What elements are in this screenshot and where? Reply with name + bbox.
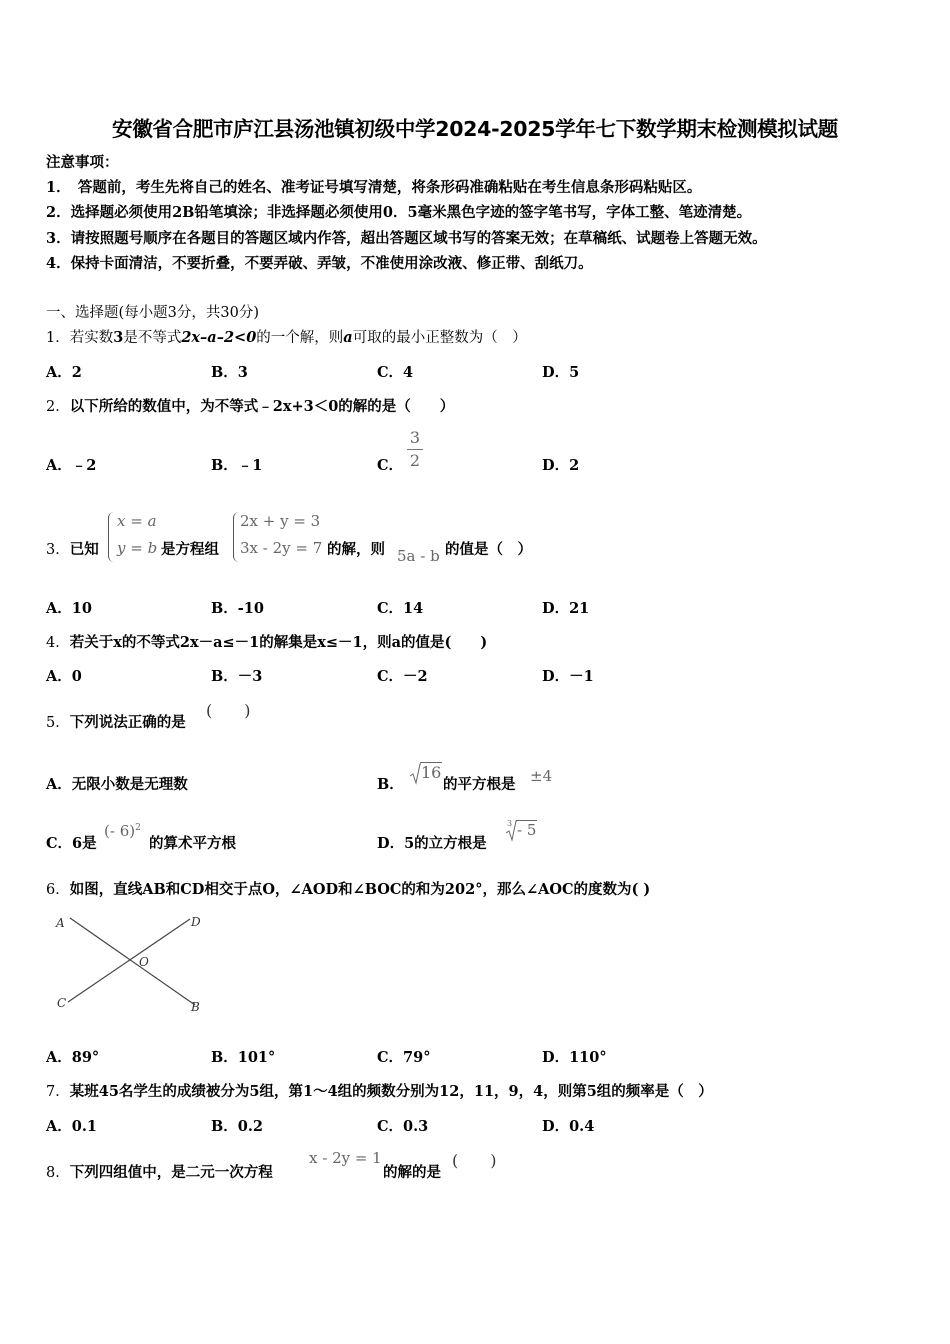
section-heading: 一、选择题(每小题3分，共30分) [46, 305, 259, 321]
question-2 [46, 395, 454, 416]
page-title: 安徽省合肥市庐江县汤池镇初级中学2024-2025学年七下数学期末检测模拟试题 [112, 117, 838, 141]
fraction-numerator: 3 [409, 428, 421, 447]
question-text: 若实数 [69, 330, 114, 346]
q3-option-a: A．10 [46, 600, 92, 617]
question-text: 某班45名学生的成绩被分为5组，第1～4组的频数分别为12，11，9，4，则第5组的频率是（ ） [69, 1083, 713, 1100]
q4-option-c: C．－2 [377, 668, 428, 685]
notice-heading: 注意事项： [46, 154, 119, 171]
line-cd [68, 919, 190, 1002]
question-4 [46, 631, 487, 652]
question-text: 可取的最小正整数为（ ） [352, 330, 527, 346]
q7-option-a: A．0.1 [46, 1118, 97, 1135]
q5-option-d-prefix: D．5的立方根是 [377, 835, 487, 852]
q4-option-d: D．－1 [542, 668, 594, 685]
plus-minus-4: ±4 [530, 767, 553, 785]
question-number: 7． [46, 1084, 70, 1100]
question-text: 是方程组 [161, 541, 219, 558]
question-number: 1． [46, 330, 70, 346]
sqrt-16 [409, 762, 442, 782]
question-text: 的一个解，则 [256, 330, 344, 346]
notice-item-2: 2．选择题必须使用2B铅笔填涂；非选择题必须使用0．5毫米黑色字迹的签字笔书写，字体工整、笔迹清楚。 [46, 204, 752, 221]
q3-lead [46, 538, 99, 559]
question-text: 是不等式 [123, 330, 182, 346]
label-d: D [191, 915, 201, 929]
notice-item-1: 1． 答题前，考生先将自己的姓名、准考证号填写清楚，将条形码准确粘贴在考生信息条形码粘贴区。 [46, 179, 702, 196]
q4-option-b: B．－3 [211, 668, 263, 685]
q1-option-a: A．2 [46, 364, 82, 381]
fraction-bar [407, 449, 423, 450]
q6-option-c: C．79° [377, 1049, 431, 1066]
question-number: 5． [46, 715, 70, 731]
question-text: 下列说法正确的是 [69, 714, 186, 731]
radicand: 16 [421, 763, 442, 782]
notice-item-4: 4．保持卡面清洁，不要折叠，不要弄破、弄皱，不准使用涂改液、修正带、刮纸刀。 [46, 255, 593, 272]
label-c: C [57, 996, 67, 1010]
q1-option-b: B．3 [211, 364, 248, 381]
system1-eq1: x = a [117, 512, 157, 530]
q2-option-c: C． [377, 457, 404, 474]
neg6-squared [104, 822, 141, 840]
notice-item-3: 3．请按照题号顺序在各题目的答题区域内作答，超出答题区域书写的答案无效；在草稿纸、试题卷上答题无效。 [46, 230, 767, 247]
exponent: 2 [135, 823, 141, 833]
radical-sign-icon [505, 820, 517, 842]
cube-root-neg5 [505, 820, 537, 839]
inequality-expression: 2x–a–2<0 [181, 329, 257, 346]
q6-option-d: D．110° [542, 1049, 607, 1066]
q4-option-a: A．0 [46, 668, 82, 685]
question-text: 已知 [69, 541, 99, 558]
q6-option-a: A．89° [46, 1049, 100, 1066]
label-a: A [56, 916, 65, 930]
answer-paren: ( ) [452, 1151, 497, 1170]
system1-eq2: y = b [117, 539, 158, 557]
q2-option-a: A．﹣2 [46, 457, 97, 474]
question-number: 4． [46, 635, 70, 651]
q5-option-a: A．无限小数是无理数 [46, 776, 188, 793]
question-text: 下列四组值中，是二元一次方程 [69, 1164, 273, 1181]
question-text: 的值是（ ） [445, 541, 532, 558]
label-b: B [191, 1000, 200, 1014]
question-number: 3． [46, 542, 70, 558]
system2-eq2: 3x - 2y = 7 [240, 539, 323, 557]
question-7 [46, 1080, 713, 1101]
question-text: 的解，则 [327, 541, 385, 558]
q6-option-b: B．101° [211, 1049, 276, 1066]
question-text: 如图，直线AB和CD相交于点O，∠AOD和∠BOC的和为202°，那么∠AOC的度数为( ) [69, 881, 651, 898]
q3-option-d: D．21 [542, 600, 590, 617]
q3-option-c: C．14 [377, 600, 424, 617]
question-8 [46, 1161, 273, 1182]
root-index: 3 [507, 819, 513, 828]
q2-fraction [405, 428, 425, 471]
equation-x-2y-1: x - 2y = 1 [309, 1149, 382, 1167]
q7-option-b: B．0.2 [211, 1118, 263, 1135]
fraction-denominator: 2 [409, 451, 421, 470]
q5-option-b-prefix: B． [377, 776, 404, 793]
question-text: 若关于x的不等式2x－a≤－1的解集是x≤－1，则a的值是( ) [69, 634, 488, 651]
q1-option-c: C．4 [377, 364, 414, 381]
question-number: 6． [46, 882, 70, 898]
question-text: 的解的是 [383, 1164, 441, 1181]
question-6 [46, 878, 650, 899]
question-5 [46, 711, 186, 732]
answer-paren: ( ) [206, 701, 251, 720]
q5-option-c-text: 的算术平方根 [149, 835, 236, 852]
variable-a: a [343, 329, 353, 346]
intersecting-lines-figure [50, 908, 215, 1018]
label-o: O [139, 955, 149, 969]
q7-option-c: C．0.3 [377, 1118, 429, 1135]
base: (- 6) [104, 822, 136, 840]
q2-option-d: D．2 [542, 457, 580, 474]
left-brace [108, 512, 115, 562]
q1-option-d: D．5 [542, 364, 580, 381]
left-brace [233, 512, 240, 562]
q3-option-b: B．-10 [211, 600, 264, 617]
radicand: - 5 [517, 821, 537, 839]
q5-option-b-text: 的平方根是 [443, 776, 516, 793]
question-1 [46, 326, 527, 347]
line-ab [70, 918, 195, 1005]
q7-option-d: D．0.4 [542, 1118, 595, 1135]
question-value: 3 [113, 329, 124, 346]
system2-eq1: 2x + y = 3 [240, 512, 321, 530]
question-text: 以下所给的数值中，为不等式﹣2x+3＜0的解的是（ ） [69, 398, 455, 415]
expression-5a-b: 5a - b [397, 547, 440, 565]
question-number: 2． [46, 399, 70, 415]
q2-option-b: B．﹣1 [211, 457, 263, 474]
q5-option-c-prefix: C．6是 [46, 835, 97, 852]
question-number: 8． [46, 1165, 70, 1181]
radical-sign-icon [409, 763, 421, 785]
